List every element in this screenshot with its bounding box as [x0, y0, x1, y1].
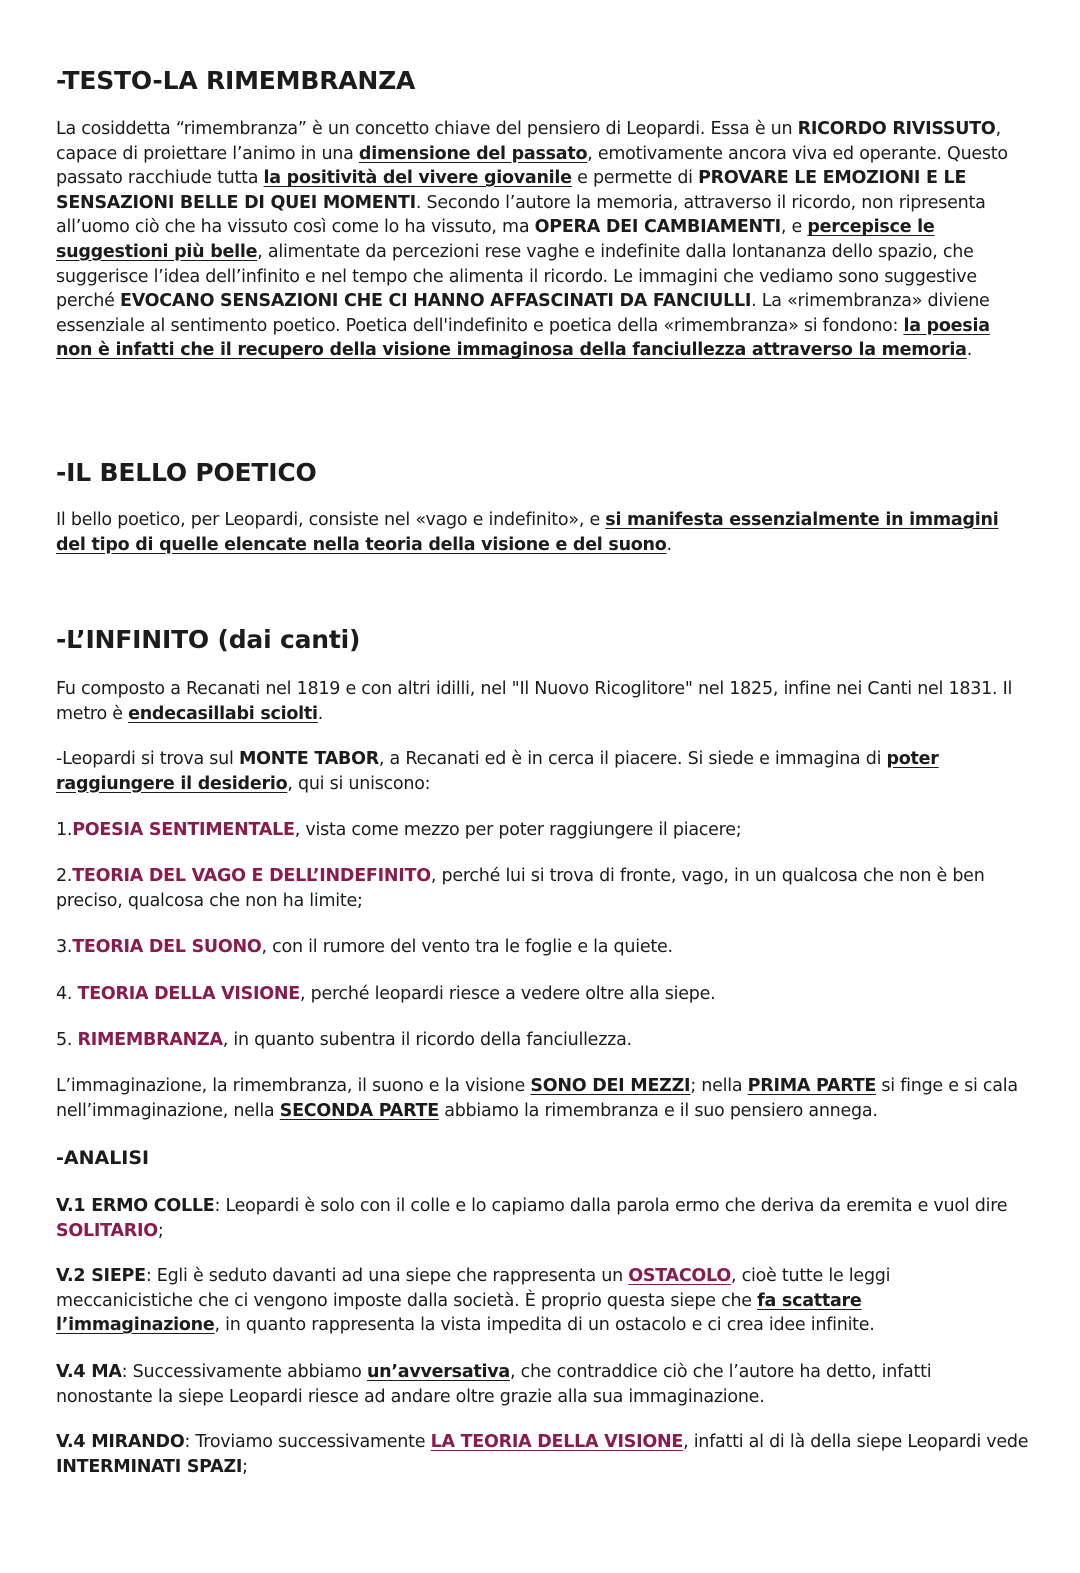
verse-label: V.4 MIRANDO — [56, 1432, 185, 1452]
bold-text: EVOCANO SENSAZIONI CHE CI HANNO AFFASCINATI DA FANCIULLI — [119, 291, 752, 312]
paragraph-infinito-means — [56, 1074, 1031, 1123]
item-number: 4. — [56, 984, 78, 1004]
verse-label: V.1 ERMO COLLE — [56, 1196, 215, 1216]
paragraph-infinito-setting — [56, 747, 1031, 796]
text-span: La cosiddetta “rimembranza” è un concetto chiave del pensiero di Leopardi. Essa è un — [56, 119, 798, 139]
paragraph-infinito-intro — [56, 677, 1031, 726]
paragraph-bello — [56, 508, 1031, 557]
item-text: , vista come mezzo per poter raggiungere il piacere; — [294, 820, 742, 840]
verse-label: V.4 MA — [56, 1362, 122, 1382]
paragraph-rimembranza — [56, 117, 1031, 363]
bold-text: RICORDO RIVISSUTO — [797, 119, 996, 139]
text-span: , alimentate da percezioni rese vaghe e indefinite dalla lontananza dello spazio, che suggerisce l’idea dell’infinito e nel tempo che alimenta il ricordo. Le immagini che vediamo sono suggestive perché — [56, 241, 977, 312]
list-item — [56, 818, 1031, 843]
underlined-text: SECONDA PARTE — [279, 1100, 439, 1121]
section-title-analisi: -ANALISI — [56, 1147, 150, 1169]
text-span: . Secondo l’autore la memoria, attraverso il ricordo, non ripresenta all’uomo ciò che ha vissuto così come lo ha vissuto, ma — [56, 192, 986, 238]
text-span: ; — [157, 1220, 164, 1241]
text-span: ; nella — [690, 1076, 748, 1096]
analysis-verse-1 — [56, 1194, 1031, 1243]
item-term: POESIA SENTIMENTALE — [72, 820, 295, 840]
section-title-rimembranza: -TESTO-LA RIMEMBRANZA — [56, 66, 416, 95]
item-text: , perché leopardi riesce a vedere oltre alla siepe. — [299, 984, 716, 1004]
text-span: . — [666, 534, 672, 555]
item-term: TEORIA DEL SUONO — [72, 937, 262, 957]
list-item — [56, 982, 1031, 1007]
analysis-verse-2 — [56, 1264, 1031, 1338]
text-span: . — [966, 340, 973, 361]
list-item — [56, 935, 1031, 960]
verse-label: V.2 SIEPE — [56, 1266, 146, 1286]
text-span: : Leopardi è solo con il colle e lo capiamo dalla parola ermo che deriva da eremita e vuol dire — [214, 1196, 1008, 1216]
text-span: , cioè tutte le leggi meccanicistiche che ci vengono imposte dalla società. È proprio questa siepe che — [56, 1266, 891, 1311]
underlined-text: si manifesta essenzialmente in immagini del tipo di quelle elencate nella teoria della visione e del suono — [56, 510, 999, 555]
text-span: abbiamo la rimembranza e il suo pensiero annega. — [438, 1100, 878, 1121]
text-span: : Successivamente abbiamo — [121, 1362, 367, 1382]
item-text: , perché lui si trova di fronte, vago, in un qualcosa che non è ben preciso, qualcosa che non ha limite; — [56, 866, 985, 911]
section-title-bello: -IL BELLO POETICO — [56, 458, 317, 487]
analysis-verse-4a — [56, 1360, 1031, 1409]
underlined-text: SONO DEI MEZZI — [530, 1076, 691, 1096]
bold-text: INTERMINATI SPAZI — [56, 1456, 243, 1477]
text-span: si finge e si cala nell’immaginazione, nella — [56, 1076, 1018, 1121]
text-span: , che contraddice ciò che l’autore ha detto, infatti nonostante la siepe Leopardi riesce ad andare oltre grazie alla sua immaginazione. — [56, 1362, 932, 1407]
text-span: , in quanto rappresenta la vista impedita di un ostacolo e ci crea idee infinite. — [214, 1315, 875, 1336]
highlight-text: SOLITARIO — [56, 1220, 158, 1241]
text-span: e permette di — [571, 168, 699, 189]
text-span: : Egli è seduto davanti ad una siepe che rappresenta un — [145, 1266, 629, 1286]
text-span: L’immaginazione, la rimembranza, il suono e la visione — [56, 1076, 531, 1096]
item-number: 1. — [56, 820, 73, 840]
item-number: 5. — [56, 1030, 78, 1050]
bold-text: PROVARE LE EMOZIONI E LE SENSAZIONI BELLE DI QUEI MOMENTI — [56, 168, 967, 213]
text-span: -Leopardi si trova sul — [56, 749, 239, 769]
underlined-text: dimensione del passato — [358, 143, 588, 164]
text-span: , emotivamente ancora viva ed operante. Questo passato racchiude tutta — [56, 143, 1008, 189]
text-span: Fu composto a Recanati nel 1819 e con altri idilli, nel "Il Nuovo Ricoglitore" nel 1825, infine nei Canti nel 1831. Il metro è — [56, 679, 1013, 724]
underlined-text: un’avversativa — [366, 1362, 510, 1382]
item-term: TEORIA DEL VAGO E DELL’INDEFINITO — [72, 866, 431, 886]
underlined-text: fa scattare l’immaginazione — [56, 1290, 862, 1336]
text-span: ; — [242, 1456, 248, 1477]
text-span: , a Recanati ed è in cerca il piacere. Si siede e immagina di — [378, 749, 887, 769]
highlight-text: LA TEORIA DELLA VISIONE — [430, 1432, 684, 1452]
underlined-text: la poesia non è infatti che il recupero della visione immaginosa della fanciullezza attraverso la memoria — [56, 315, 990, 361]
text-span: . La «rimembranza» diviene essenziale al sentimento poetico. Poetica dell'indefinito e poetica della «rimembranza» si fondono: — [56, 291, 990, 336]
text-span: , infatti al di là della siepe Leopardi vede — [683, 1432, 1029, 1452]
item-text: , in quanto subentra il ricordo della fanciullezza. — [222, 1030, 632, 1050]
text-span: . — [317, 703, 324, 724]
item-number: 3. — [56, 937, 73, 957]
list-item — [56, 864, 1031, 913]
item-number: 2. — [56, 866, 73, 886]
bold-text: OPERA DEI CAMBIAMENTI — [534, 217, 781, 238]
text-span: , capace di proiettare l’animo in una — [56, 119, 1001, 164]
underlined-text: la positività del vivere giovanile — [263, 168, 572, 189]
underlined-text: PRIMA PARTE — [747, 1076, 877, 1096]
bold-text: MONTE TABOR — [238, 749, 379, 769]
list-item — [56, 1028, 1031, 1053]
highlight-text: OSTACOLO — [628, 1266, 731, 1286]
text-span: , e — [780, 217, 808, 238]
analysis-verse-4b — [56, 1430, 1031, 1479]
item-term: RIMEMBRANZA — [77, 1030, 223, 1050]
text-span: Il bello poetico, per Leopardi, consiste nel «vago e indefinito», e — [56, 510, 606, 530]
text-span: : Troviamo successivamente — [184, 1432, 431, 1452]
item-term: TEORIA DELLA VISIONE — [77, 984, 300, 1004]
underlined-text: percepisce le suggestioni più belle — [56, 217, 935, 262]
text-span: , qui si uniscono: — [287, 773, 431, 794]
underlined-text: endecasillabi sciolti — [128, 703, 318, 724]
item-text: , con il rumore del vento tra le foglie e la quiete. — [261, 937, 673, 957]
section-title-infinito: -L’INFINITO (dai canti) — [56, 625, 361, 654]
underlined-text: poter raggiungere il desiderio — [56, 749, 939, 794]
